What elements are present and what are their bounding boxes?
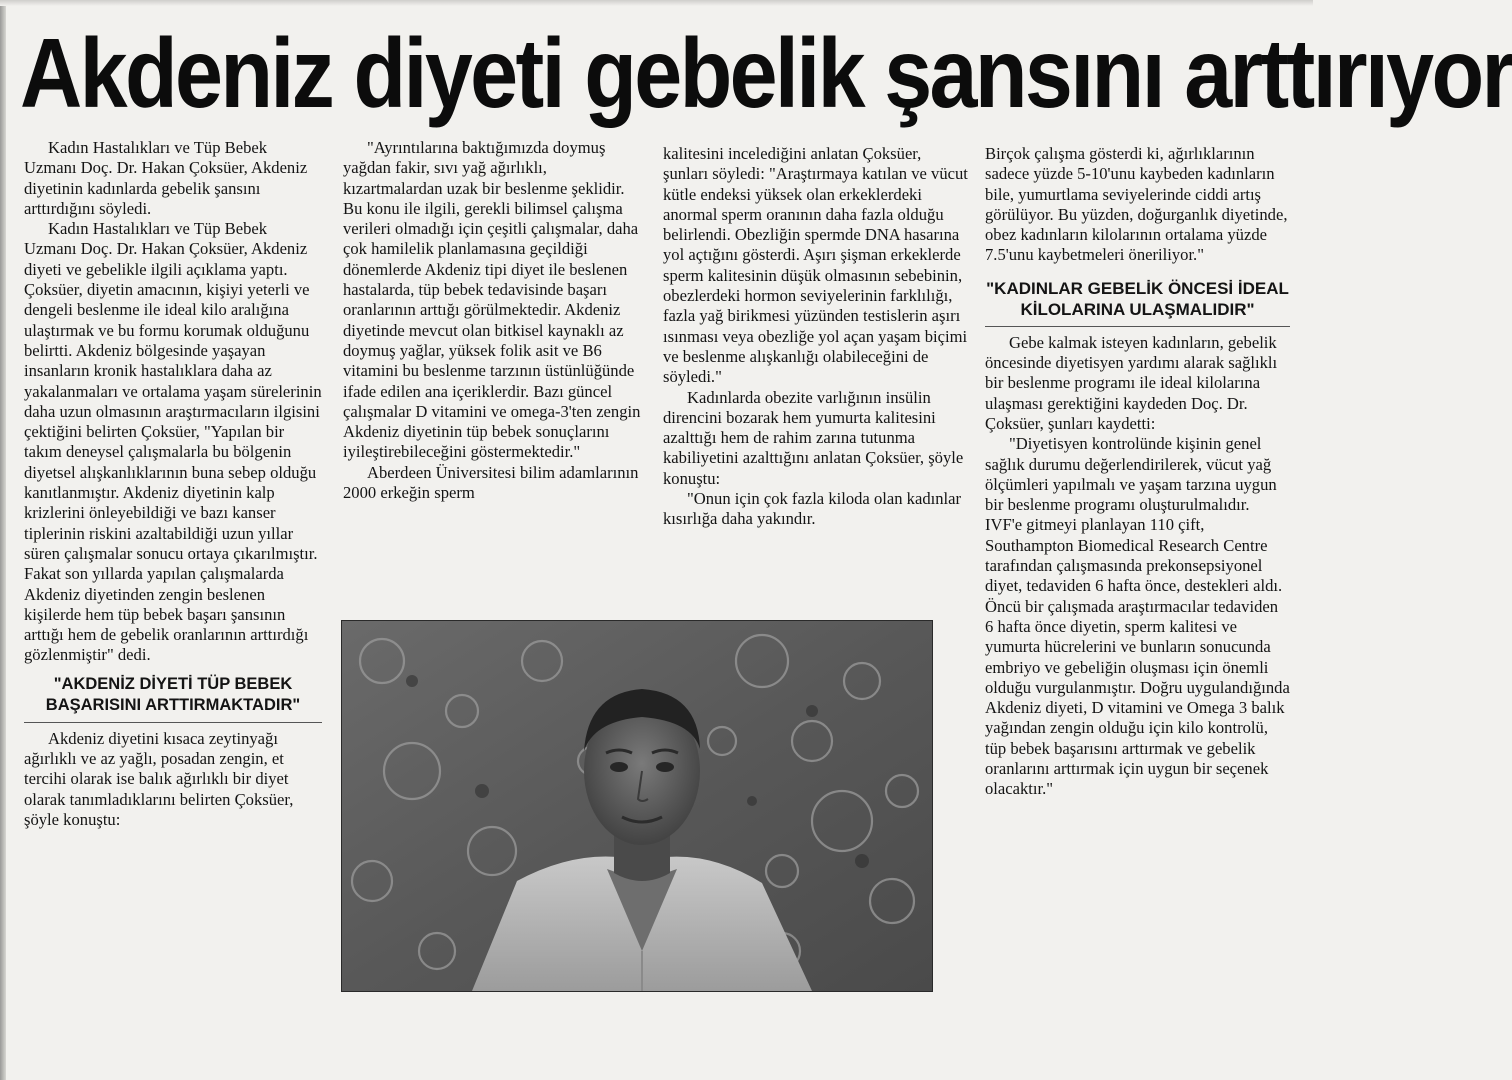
article-column-4 — [985, 144, 1290, 800]
scan-left-edge — [0, 0, 6, 1080]
doctor-portrait-icon — [342, 621, 932, 991]
paragraph: Akdeniz diyetini kısaca zeytinyağı ağırlıklı ve az yağlı, posadan zengin, et tercihi olarak ise balık ağırlıklı bir diyet olarak tanımladıklarını belirten Çoksüer, şöyle konuştu: — [24, 728, 294, 829]
paragraph: "Onun için çok fazla kiloda olan kadınlar kısırlığa daha yakındır. — [663, 489, 962, 529]
article-column-2 — [343, 138, 643, 503]
scan-top-edge — [0, 0, 1313, 6]
paragraph: "Ayrıntılarına baktığımızda doymuş yağdan fakir, sıvı yağ ağırlıklı, kızartmalardan uzak bir beslenme şeklidir. Bu konu ile ilgili, gerekli bilimsel çalışma verileri olmadığı için çeşitli çalışmalar, daha çok hamilelik planlamasına geçildiği dönemlerde Akdeniz tipi diyet ile beslenen hastalarda, tüp bebek tedavisinde başarı oranlarının arttığı görülmektedir. Akdeniz diyetinde mevcut olan bitkisel kaynaklı az doymuş yağlar, yüksek folik asit ve B6 vitamini bu beslenme tarzının üstünlüğünde ifade edilen ana içeriklerdir. Bazı güncel çalışmalar D vitamini ve omega-3'ten zengin Akdeniz diyetinin tüp bebek sonuçlarını iyileştirebileceğini göstermektedir." — [343, 138, 641, 462]
article-column-3 — [663, 144, 968, 530]
paragraph: kalitesini incelediğini anlatan Çoksüer, şunları söyledi: "Araştırmaya katılan ve vücut kütle endeksi yüksek olan erkeklerdeki anormal sperm oranının daha fazla olduğu belirlendi. Obezliğin spermde DNA hasarına yol açtığını gösterdi. Aşırı şişman erkeklerde sperm kalitesinin düşük olmasının sebebinin, obezlerdeki hormon seviyelerinin farklılığı, fazla yağ birikmesi yüzünden testislerin aşırı ısınması veya obezliğe yol açan yaşam biçimi ve beslenme alışkanlığı olabileceğini de söyledi." — [663, 144, 968, 387]
article-column-1 — [24, 138, 322, 830]
paragraph: Birçok çalışma gösterdi ki, ağırlıklarının sadece yüzde 5-10'unu kaybeden kadınların bile, yumurtlama seviyelerinde ciddi artış görülüyor. Bu yüzden, doğurganlık diyetinde, obez kadınların kilolarının ortalama yüzde 7.5'unu kaybetmeleri öneriliyor." — [985, 144, 1288, 265]
paragraph: Kadın Hastalıkları ve Tüp Bebek Uzmanı Doç. Dr. Hakan Çoksüer, Akdeniz diyeti ve gebelikle ilgili açıklama yaptı. Çoksüer, diyetin amacının, kişiyi yeterli ve dengeli beslenme ile ideal kilo aralığına ulaştırmak ve bu formu korumak olduğunu belirtti. Akdeniz bölgesinde yaşayan insanların kronik hastalıklara daha az yakalanmaları ve ortalama yaşam sürelerinin daha uzun olmasının araştırmacıların ilgisini çektiğini belirten Çoksüer, "Yapılan bir takım deneysel çalışmalarla bu bölgenin diyetsel alışkanlıklarının buna sebep olduğu kanıtlanmıştır. Akdeniz diyetinin kalp krizlerini önleyebildiği ve bazı kanser tiplerinin riskini azaltabildiği uzun yıllar süren çalışmalar sonucu ortaya çıkarılmıştır. Fakat son yıllarda yapılan çalışmalarda Akdeniz diyetinden zengin beslenen kişilerde hem tüp bebek başarı şansının arttığı hem de gebelik oranlarının arttırdığı gözlenmiştir" dedi. — [24, 219, 322, 665]
paragraph: Gebe kalmak isteyen kadınların, gebelik öncesinde diyetisyen yardımı alarak sağlıklı bir beslenme programı ile ideal kilolarına ulaşması gerektiğini kaydeden Doç. Dr. Çoksüer, şunları kaydetti: — [985, 332, 1278, 433]
paragraph: Aberdeen Üniversitesi bilim adamlarının 2000 erkeğin sperm — [343, 462, 639, 503]
paragraph: "Diyetisyen kontrolünde kişinin genel sağlık durumu değerlendirilerek, vücut yağ ölçümleri yapılmalı ve yaşam tarzına uygun bir beslenme programı oluşturulmalıdır. IVF'e gitmeyi planlayan 110 çift, Southampton Biomedical Research Centre tarafından çalışmasında prekonsepsiyonel diyet, tedaviden 6 hafta önce, destekleri aldı. Öncü bir çalışmada araştırmacılar tedaviden 6 hafta önce diyetin, sperm kalitesi ve yumurta hücrelerini ve bunların sonucunda embriyo ve gebeliğin oluşması için önemli olduğu vurgulanmıştır. Doğru uygulandığında Akdeniz diyeti, D vitamini ve Omega 3 balık yağından zengin olduğu için kilo kontrolü, tüp bebek başarısını arttırmak ve gebelik oranlarını arttırmak için uygun bir seçenek olacaktır." — [985, 434, 1290, 799]
paragraph: Kadınlarda obezite varlığının insülin direncini bozarak hem yumurta kalitesini azalttığı hem de rahim zarına tutunma kabiliyetini azalttığını anlatan Çoksüer, şöyle konuştu: — [663, 387, 964, 488]
paragraph: Kadın Hastalıkları ve Tüp Bebek Uzmanı Doç. Dr. Hakan Çoksüer, Akdeniz diyetinin kadınlarda gebelik şansını arttırdığını söyledi. — [24, 138, 308, 218]
doctor-portrait-photo — [341, 620, 933, 992]
subheading: "KADINLAR GEBELİK ÖNCESİ İDEAL KİLOLARINA ULAŞMALIDIR" — [985, 278, 1290, 327]
subheading: "AKDENİZ DİYETİ TÜP BEBEK BAŞARISINI ARTTIRMAKTADIR" — [24, 674, 322, 723]
article-headline: Akdeniz diyeti gebelik şansını arttırıyor — [20, 18, 1512, 128]
